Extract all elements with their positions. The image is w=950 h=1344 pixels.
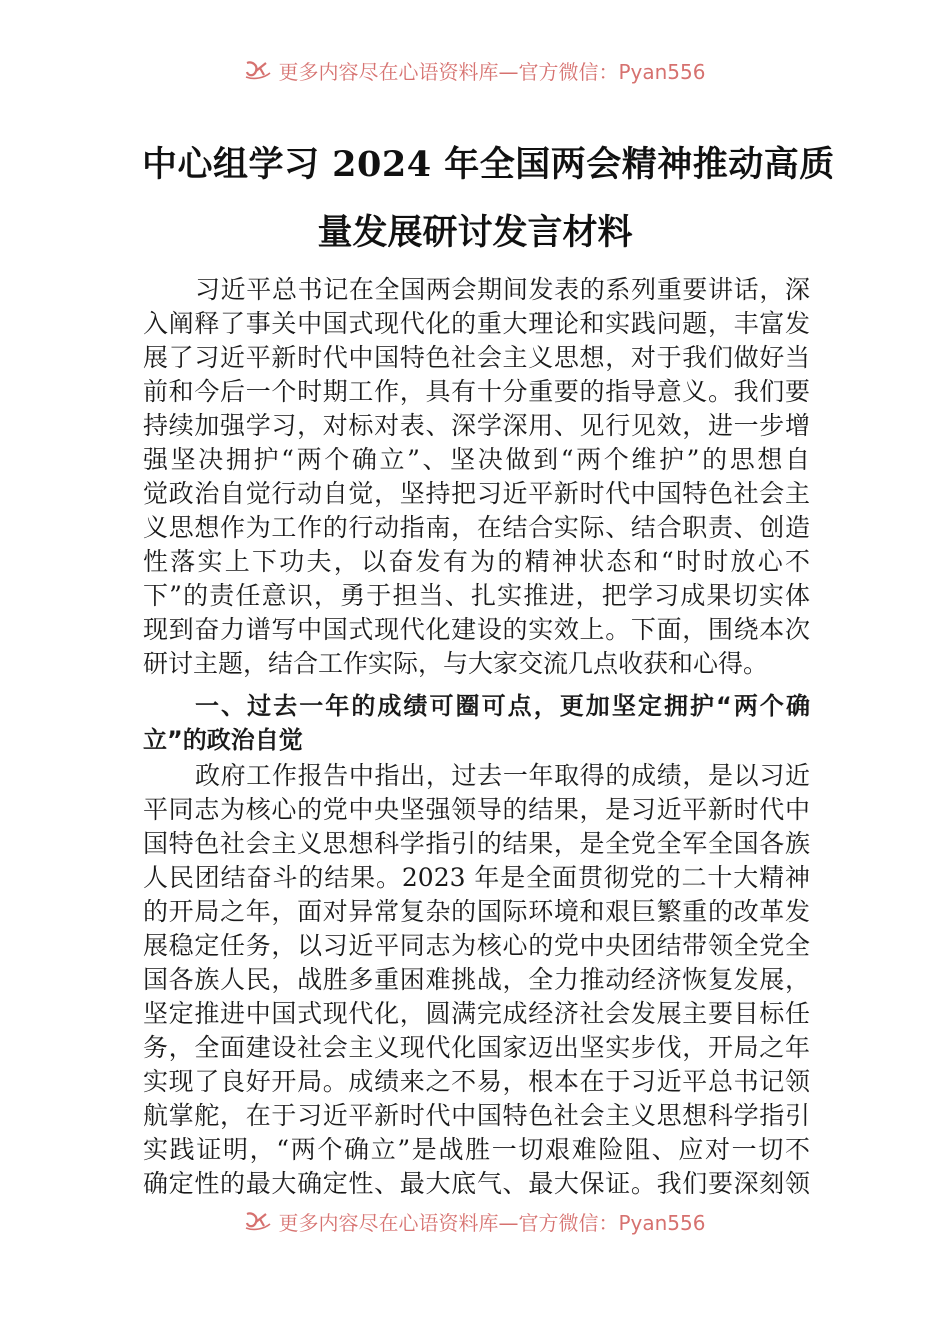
intro-line: 下”的责任意识，勇于担当、扎实推进，把学习成果切实体 (143, 581, 810, 610)
intro-line: 现到奋力谱写中国式现代化建设的实效上。下面，围绕本次 (143, 615, 810, 644)
intro-line: 性落实上下功夫，以奋发有为的精神状态和“时时放心不 (143, 547, 810, 576)
intro-line: 研讨主题，结合工作实际，与大家交流几点收获和心得。 (143, 649, 769, 678)
intro-line: 展了习近平新时代中国特色社会主义思想，对于我们做好当 (143, 343, 810, 372)
section-body-line: 国特色社会主义思想科学指引的结果，是全党全军全国各族 (143, 829, 810, 858)
intro-line: 入阐释了事关中国式现代化的重大理论和实践问题，丰富发 (143, 309, 810, 338)
document-title-line-1: 中心组学习 2024 年全国两会精神推动高质 (142, 144, 835, 185)
intro-line: 觉政治自觉行动自觉，坚持把习近平新时代中国特色社会主 (143, 479, 810, 508)
intro-line: 习近平总书记在全国两会期间发表的系列重要讲话，深 (195, 275, 810, 304)
section-heading-line: 一、过去一年的成绩可圈可点，更加坚定拥护“两个确 (195, 692, 810, 720)
section-body-line: 坚定推进中国式现代化，圆满完成经济社会发展主要目标任 (143, 999, 810, 1028)
intro-line: 义思想作为工作的行动指南，在结合实际、结合职责、创造 (143, 513, 810, 542)
section-body-line: 确定性的最大确定性、最大底气、最大保证。我们要深刻领 (143, 1169, 810, 1198)
watermark-top (0, 55, 950, 85)
section-body-line: 实践证明，“两个确立”是战胜一切艰难险阻、应对一切不 (143, 1135, 810, 1164)
intro-line: 强坚决拥护“两个确立”、坚决做到“两个维护”的思想自 (143, 445, 810, 474)
section-body-line: 实现了良好开局。成绩来之不易，根本在于习近平总书记领 (143, 1067, 810, 1096)
section-heading-line: 立”的政治自觉 (143, 726, 303, 754)
section-body-line: 政府工作报告中指出，过去一年取得的成绩，是以习近 (195, 761, 810, 790)
watermark-text: 更多内容尽在心语资料库—官方微信：Pyan556 (278, 59, 706, 84)
section-body-line: 平同志为核心的党中央坚强领导的结果，是习近平新时代中 (143, 795, 810, 824)
section-body-line: 人民团结奋斗的结果。2023 年是全面贯彻党的二十大精神 (143, 863, 810, 892)
intro-line: 持续加强学习，对标对表、深学深用、见行见效，进一步增 (143, 411, 810, 440)
document-title-line-2: 量发展研讨发言材料 (317, 212, 633, 253)
intro-line: 前和今后一个时期工作，具有十分重要的指导意义。我们要 (143, 377, 810, 406)
section-body-line: 的开局之年，面对异常复杂的国际环境和艰巨繁重的改革发 (143, 897, 810, 926)
watermark-bottom (0, 1206, 950, 1236)
section-body-line: 展稳定任务，以习近平同志为核心的党中央团结带领全党全 (143, 931, 810, 960)
watermark-logo-icon (244, 1210, 272, 1232)
section-body-line: 务，全面建设社会主义现代化国家迈出坚实步伐，开局之年 (143, 1033, 810, 1062)
section-body-line: 国各族人民，战胜多重困难挑战，全力推动经济恢复发展， (143, 965, 810, 994)
watermark-logo-icon (244, 59, 272, 81)
section-body-line: 航掌舵，在于习近平新时代中国特色社会主义思想科学指引 (143, 1101, 810, 1130)
watermark-text: 更多内容尽在心语资料库—官方微信：Pyan556 (278, 1210, 706, 1235)
